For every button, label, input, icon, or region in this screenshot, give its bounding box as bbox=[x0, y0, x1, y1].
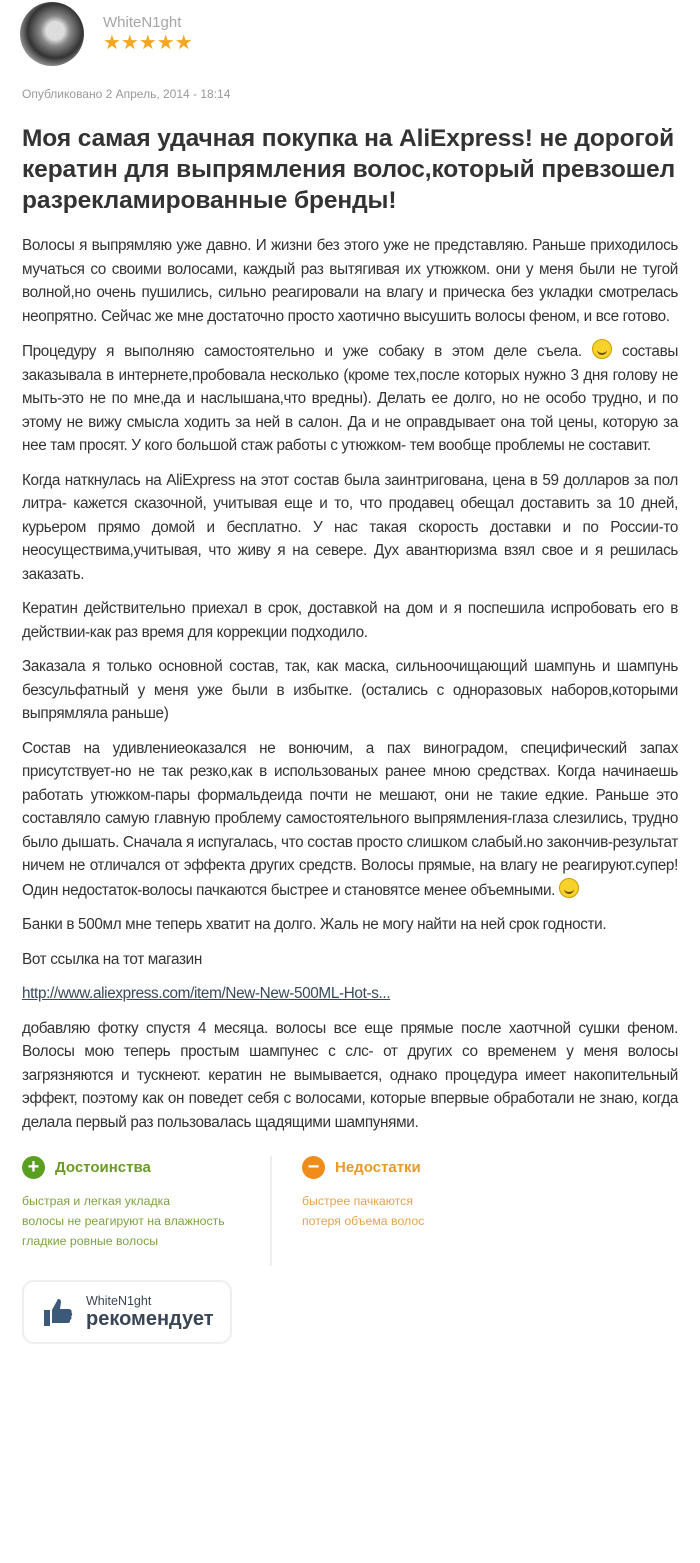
pros-cons bbox=[22, 1156, 678, 1266]
published-date: Опубликовано 2 Апрель, 2014 - 18:14 bbox=[22, 87, 231, 101]
paragraph: Когда наткнулась на AliExpress на этот состав была заинтригована, цена в 59 долларов за пол литра- кажется сказочной, учитывая еще и то, что продавец обещал доставить за 10 дней, курьером прямо домой и бесплатно. У нас такая скорость доставки и по России-то неосуществима,учитывая, что живу я на севере. Дух авантюризма взял свое и я решилась заказать. bbox=[22, 471, 678, 583]
paragraph: Банки в 500мл мне теперь хватит на долго. Жаль не могу найти на ней срок годности. bbox=[22, 916, 607, 933]
store-link[interactable]: http://www.aliexpress.com/item/New-New-500ML-Hot-s... bbox=[22, 985, 391, 1002]
recommends-badge bbox=[22, 1280, 232, 1344]
paragraph: Вот ссылка на тот магазин bbox=[22, 950, 202, 968]
recommends-label: рекомендует bbox=[86, 1308, 214, 1330]
avatar[interactable] bbox=[20, 2, 84, 66]
review-body bbox=[22, 234, 678, 1134]
cons-section bbox=[270, 1156, 550, 1266]
pros-item: волосы не реагируют на влажность bbox=[22, 1214, 225, 1228]
author-name[interactable]: WhiteN1ght bbox=[103, 14, 182, 31]
recommender-name: WhiteN1ght bbox=[86, 1294, 152, 1308]
paragraph: Кератин действительно приехал в срок, доставкой на дом и я поспешила испробовать его в действии-как раз время для коррекции подходило. bbox=[22, 600, 678, 641]
pros-item: быстрая и легкая укладка bbox=[22, 1194, 171, 1208]
minus-icon: − bbox=[302, 1156, 325, 1179]
review-title: Моя самая удачная покупка на AliExpress! не дорогой кератин для выпрямления волос,который превзошел разрекламированные бренды! bbox=[22, 125, 676, 214]
paragraph: Заказала я только основной состав, так, как маска, сильноочищающий шампунь и шампунь безсульфатный у меня уже были в избытке. (остались с одноразовых наборов,которыми выпрямляла раньше) bbox=[22, 658, 678, 722]
pros-title: Достоинства bbox=[55, 1159, 151, 1176]
paragraph: Волосы я выпрямляю уже давно. И жизни без этого уже не представляю. Раньше приходилось мучаться со своими волосами, каждый раз вытягивая их утюжком. они у меня были не тугой волной,но очень пушились, сильно реагировали на влагу и прическа без укладки смотрелась неопрятно. Сейчас же мне достаточно просто хаотично высушить волосы феном, и все готово. bbox=[22, 237, 678, 325]
smiley-icon bbox=[559, 878, 579, 898]
pros-item: гладкие ровные волосы bbox=[22, 1234, 159, 1248]
paragraph: добавляю фотку спустя 4 месяца. волосы все еще прямые после хаотчной сушки феном. Волосы мою теперь простым шампунес с слс- от других со временем у меня волосы загрязняются и тускнеют. кератин не вымывается, однако процедура имеет накопительный эффект, поэтому как он поведет себя с волосами, которые впервые обработали не знаю, когда делала первый раз пользовалась щадящими шампунями. bbox=[22, 1019, 678, 1131]
paragraph: Процедуру я выполняю самостоятельно и уже собаку в этом деле съела. составы заказывала в интернете,пробовала несколько (кроме тех,после которых нужно 3 дня голову не мыть-это не по мне,да и наслышана,что вредны). Делать ее долго, но не особо трудно, и по этому не вижу смысла ходить за ней в салон. Да и не оправдывает она той цены, которую за нее там просят. У кого большой стаж работы с утюжком- тем вообще проблемы не составит. bbox=[22, 339, 678, 458]
cons-item: быстрее пачкаются bbox=[302, 1194, 413, 1208]
plus-icon: + bbox=[22, 1156, 45, 1179]
smiley-icon bbox=[592, 339, 612, 359]
pros-section bbox=[22, 1156, 270, 1266]
rating-stars-icon: ★★★★★ bbox=[103, 32, 193, 54]
thumbs-up-icon bbox=[42, 1296, 74, 1328]
paragraph: Состав на удивлениеоказался не вонючим, а пах виноградом, специфический запах присутствует-но не так резко,как в использованых ранее мною средствах. Когда начинаешь работать утюжком-пары формальдеида почти не мешают, они не такие едкие. Раньше это составляло самую главную проблему самостоятельного выпрямления-глаза слезились, трудно было дышать. Сначала я испугалась, что состав просто слишком слабый.но закончив-результат ничем не отличался от эффекта других средств. Волосы прямые, на влагу не реагируют.супер! Один недостаток-волосы пачкаются быстрее и становятсе менее объемными. bbox=[22, 739, 678, 899]
cons-title: Недостатки bbox=[335, 1159, 421, 1176]
review-header bbox=[22, 0, 678, 68]
cons-item: потеря объема волос bbox=[302, 1214, 425, 1228]
